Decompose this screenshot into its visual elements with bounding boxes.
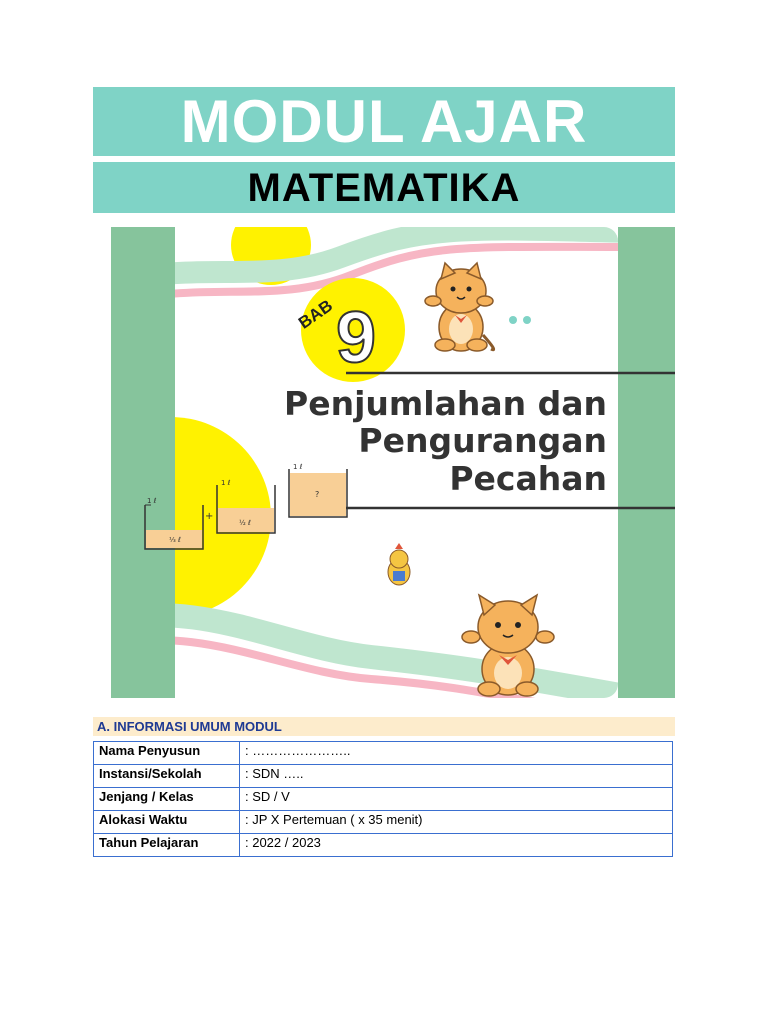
cup-3-question: ? (315, 490, 320, 499)
section-label: A. INFORMASI UMUM MODUL (97, 719, 282, 734)
cup-3-unit-label: 1 ℓ (293, 463, 303, 471)
plus-sign: + (205, 511, 214, 522)
chapter-title-line-1: Penjumlahan dan (284, 384, 607, 423)
row-value: : JP X Pertemuan ( x 35 menit) (240, 811, 673, 834)
chapter-number: 9 (336, 298, 377, 378)
decor-dot (509, 316, 517, 324)
table-row (94, 742, 673, 765)
row-label: Tahun Pelajaran (94, 834, 240, 857)
row-value: : ………………….. (240, 742, 673, 765)
table-row (94, 788, 673, 811)
row-label: Nama Penyusun (94, 742, 240, 765)
cup-1-fraction-label: ⅓ ℓ (169, 536, 181, 544)
table-row (94, 765, 673, 788)
document-title: MODUL AJAR (180, 87, 588, 155)
row-value: : SD / V (240, 788, 673, 811)
cup-2-fraction-label: ½ ℓ (239, 519, 251, 527)
decor-dot (523, 316, 531, 324)
cover-illustration (111, 227, 675, 698)
row-label: Alokasi Waktu (94, 811, 240, 834)
chapter-title-line-2: Pengurangan (358, 421, 607, 460)
section-header (93, 717, 675, 736)
document-subtitle: MATEMATIKA (247, 165, 521, 210)
chapter-label: BAB (295, 295, 337, 333)
title-banner (93, 87, 675, 156)
cover-side-bar-left (111, 227, 175, 698)
table-row (94, 834, 673, 857)
row-label: Jenjang / Kelas (94, 788, 240, 811)
table-row (94, 811, 673, 834)
chapter-title-line-3: Pecahan (449, 459, 607, 498)
cover-side-bar-right (618, 227, 675, 698)
subtitle-banner (93, 162, 675, 213)
row-label: Instansi/Sekolah (94, 765, 240, 788)
info-table (93, 741, 673, 857)
row-value: : 2022 / 2023 (240, 834, 673, 857)
row-value: : SDN ….. (240, 765, 673, 788)
cup-2-unit-label: 1 ℓ (221, 479, 231, 487)
cup-1-unit-label: 1 ℓ (147, 497, 157, 505)
